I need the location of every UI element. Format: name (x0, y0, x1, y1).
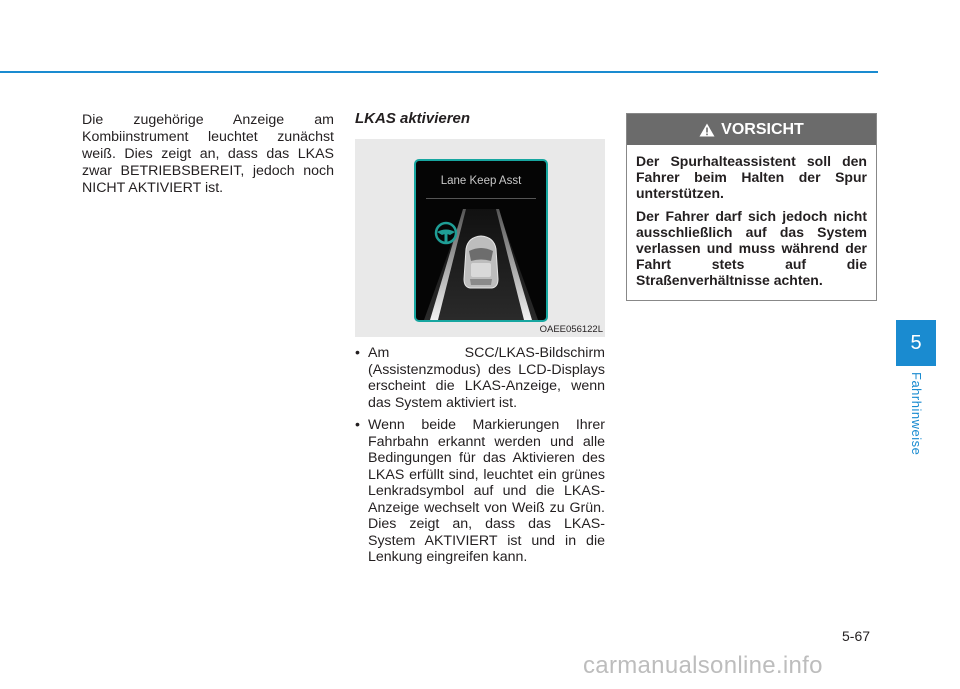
bullet-item: • Wenn beide Markierungen Ihrer Fahrbahn erkannt werden und alle Bedingungen für das Aktivieren des LKAS erfüllt sind, leuchtet ein grünes Lenkradsymbol auf und die LKAS-Anzeige wechselt von Weiß zu Grün. Dies zeigt an, dass das LKAS-System AKTIVIERT ist und in die Lenkung eingreifen kann. (355, 417, 605, 566)
steering-wheel-icon (436, 223, 456, 243)
figure-code: OAEE056122L (539, 324, 603, 335)
caution-box (626, 113, 877, 301)
chapter-label: Fahrhinweise (909, 372, 924, 456)
lcd-display (414, 159, 548, 322)
caution-body (627, 145, 876, 288)
caution-header (627, 114, 876, 145)
section-heading: LKAS aktivieren (355, 110, 471, 127)
car-icon (464, 236, 498, 288)
lcd-display-title: Lane Keep Asst (440, 175, 522, 187)
caution-title: VORSICHT (721, 120, 804, 138)
bullet-list (355, 345, 605, 566)
chapter-number-tab: 5 (896, 320, 936, 366)
warning-triangle-icon (699, 123, 715, 137)
lane-scene-illustration (416, 161, 546, 320)
bullet-item: • Am SCC/LKAS-Bildschirm (Assistenzmodus) des LCD-Displays erscheint die LKAS-Anzeige, wenn das System aktiviert ist. (355, 345, 605, 411)
caution-paragraph: Der Fahrer darf sich jedoch nicht ausschließlich auf das System verlassen und muss während der Fahrt stets auf die Straßenverhältnisse achten. (636, 208, 867, 288)
lkas-section (355, 110, 605, 572)
watermark: carmanualsonline.info (583, 652, 823, 679)
page-number: 5-67 (842, 628, 871, 644)
lkas-figure (355, 139, 605, 337)
header-rule (0, 71, 878, 73)
caution-paragraph: Der Spurhalteassistent soll den Fahrer beim Halten der Spur unterstützen. (636, 153, 867, 201)
intro-paragraph: Die zugehörige Anzeige am Kombiinstrument leuchtet zunächst weiß. Dies zeigt an, dass das LKAS zwar BETRIEBSBEREIT, jedoch noch NICHT AKTIVIERT ist. (82, 112, 334, 196)
